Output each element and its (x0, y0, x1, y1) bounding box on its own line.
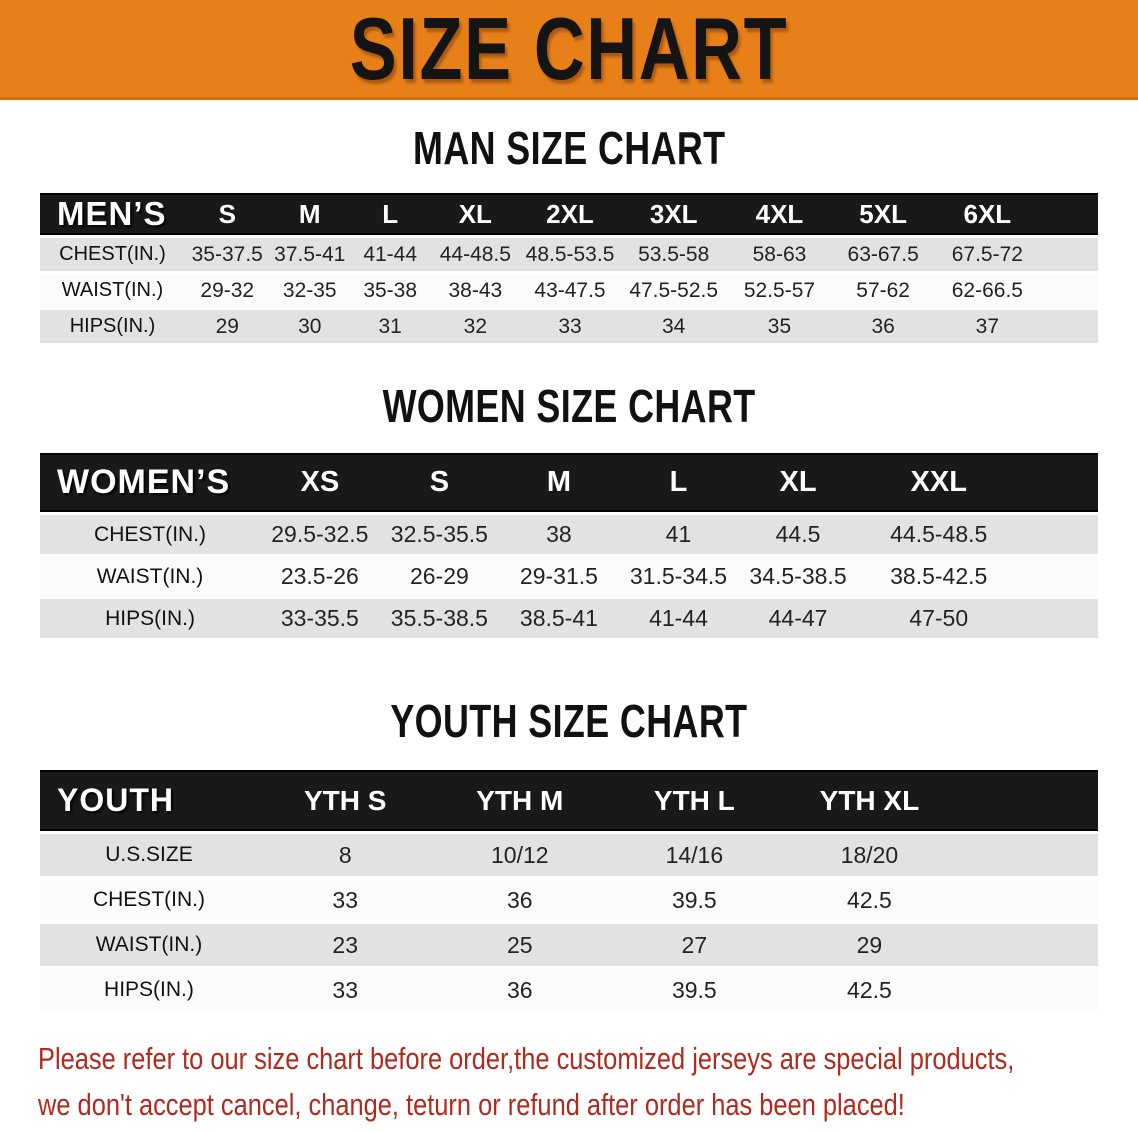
disclaimer-line-2: we don't accept cancel, change, teturn or refund after order has been placed! (38, 1087, 905, 1122)
women-waist-row (40, 557, 1098, 596)
filler-cell (957, 834, 1098, 876)
men-size-6xl: 6XL (935, 193, 1040, 235)
youth-ussize-value: 10/12 (433, 834, 608, 876)
youth-hips-value: 33 (258, 969, 433, 1011)
filler-cell (1040, 238, 1098, 271)
youth-chest-value: 33 (258, 879, 433, 921)
men-hips-value: 37 (935, 310, 1040, 343)
men-hips-value: 29 (185, 310, 270, 343)
women-size-table (40, 450, 1098, 641)
banner-title: SIZE CHART (349, 0, 789, 98)
youth-size-xl: YTH XL (782, 770, 958, 831)
women-hips-value: 41-44 (619, 599, 739, 638)
men-waist-value: 38-43 (430, 274, 520, 307)
men-chest-value: 41-44 (350, 238, 430, 271)
size-chart-banner (0, 0, 1138, 100)
men-waist-value: 52.5-57 (728, 274, 832, 307)
men-section-heading (0, 120, 1138, 176)
men-chest-value: 58-63 (728, 238, 832, 271)
men-chest-value: 67.5-72 (935, 238, 1040, 271)
youth-hips-value: 39.5 (607, 969, 782, 1011)
youth-chest-value: 39.5 (607, 879, 782, 921)
youth-chest-row (40, 879, 1098, 921)
youth-chest-value: 42.5 (782, 879, 958, 921)
youth-header-filler (957, 770, 1098, 831)
women-waist-value: 34.5-38.5 (738, 557, 858, 596)
women-chest-value: 41 (619, 515, 739, 554)
men-size-s: S (185, 193, 270, 235)
women-chest-value: 44.5 (738, 515, 858, 554)
men-chest-value: 37.5-41 (270, 238, 350, 271)
youth-waist-label: WAIST(IN.) (40, 924, 258, 966)
youth-size-l: YTH L (607, 770, 782, 831)
women-chest-value: 32.5-35.5 (380, 515, 500, 554)
youth-header-row (40, 770, 1098, 831)
filler-cell (957, 924, 1098, 966)
youth-hips-label: HIPS(IN.) (40, 969, 258, 1011)
youth-waist-value: 27 (607, 924, 782, 966)
women-size-xl: XL (738, 453, 858, 512)
men-chest-label: CHEST(IN.) (40, 238, 185, 271)
youth-ussize-row (40, 834, 1098, 876)
women-section-heading (0, 378, 1138, 434)
youth-chest-label: CHEST(IN.) (40, 879, 258, 921)
men-size-2xl: 2XL (520, 193, 619, 235)
men-hips-value: 31 (350, 310, 430, 343)
filler-cell (1040, 310, 1098, 343)
women-hips-row (40, 599, 1098, 638)
women-waist-value: 31.5-34.5 (619, 557, 739, 596)
women-chest-row (40, 515, 1098, 554)
men-size-3xl: 3XL (620, 193, 728, 235)
youth-group-label: YOUTH (40, 770, 258, 831)
men-chest-value: 53.5-58 (620, 238, 728, 271)
men-hips-value: 35 (728, 310, 832, 343)
filler-cell (1020, 557, 1098, 596)
men-chest-value: 35-37.5 (185, 238, 270, 271)
women-chest-value: 29.5-32.5 (260, 515, 380, 554)
men-chest-value: 48.5-53.5 (520, 238, 619, 271)
men-size-xl: XL (430, 193, 520, 235)
women-size-m: M (499, 453, 619, 512)
filler-cell (1040, 274, 1098, 307)
men-waist-value: 47.5-52.5 (620, 274, 728, 307)
women-hips-value: 38.5-41 (499, 599, 619, 638)
men-size-4xl: 4XL (728, 193, 832, 235)
youth-waist-value: 23 (258, 924, 433, 966)
men-waist-value: 57-62 (831, 274, 935, 307)
men-heading-text: MAN SIZE CHART (412, 122, 726, 174)
men-waist-value: 32-35 (270, 274, 350, 307)
women-waist-value: 29-31.5 (499, 557, 619, 596)
women-waist-value: 23.5-26 (260, 557, 380, 596)
men-chest-value: 63-67.5 (831, 238, 935, 271)
women-chest-value: 44.5-48.5 (858, 515, 1020, 554)
women-hips-value: 47-50 (858, 599, 1020, 638)
disclaimer-line-1: Please refer to our size chart before order,the customized jerseys are special products, (38, 1041, 1015, 1076)
youth-ussize-value: 14/16 (607, 834, 782, 876)
women-size-xs: XS (260, 453, 380, 512)
women-size-xxl: XXL (858, 453, 1020, 512)
men-hips-value: 32 (430, 310, 520, 343)
men-size-l: L (350, 193, 430, 235)
men-waist-value: 43-47.5 (520, 274, 619, 307)
youth-size-m: YTH M (433, 770, 608, 831)
women-waist-value: 38.5-42.5 (858, 557, 1020, 596)
women-hips-value: 44-47 (738, 599, 858, 638)
youth-section-heading (0, 693, 1138, 749)
men-size-table (40, 190, 1098, 346)
women-hips-value: 33-35.5 (260, 599, 380, 638)
youth-waist-value: 29 (782, 924, 958, 966)
youth-hips-value: 42.5 (782, 969, 958, 1011)
men-hips-label: HIPS(IN.) (40, 310, 185, 343)
men-group-label: MEN’S (40, 193, 185, 235)
filler-cell (1020, 515, 1098, 554)
men-size-m: M (270, 193, 350, 235)
men-waist-value: 35-38 (350, 274, 430, 307)
women-chest-label: CHEST(IN.) (40, 515, 260, 554)
youth-waist-row (40, 924, 1098, 966)
men-hips-row (40, 310, 1098, 343)
men-hips-value: 30 (270, 310, 350, 343)
men-chest-row (40, 238, 1098, 271)
women-waist-value: 26-29 (380, 557, 500, 596)
youth-chest-value: 36 (433, 879, 608, 921)
men-size-5xl: 5XL (831, 193, 935, 235)
youth-ussize-value: 18/20 (782, 834, 958, 876)
youth-hips-value: 36 (433, 969, 608, 1011)
women-header-row (40, 453, 1098, 512)
women-waist-label: WAIST(IN.) (40, 557, 260, 596)
men-header-row (40, 193, 1098, 235)
youth-heading-text: YOUTH SIZE CHART (390, 695, 748, 747)
women-hips-value: 35.5-38.5 (380, 599, 500, 638)
men-hips-value: 33 (520, 310, 619, 343)
men-chest-value: 44-48.5 (430, 238, 520, 271)
men-waist-value: 29-32 (185, 274, 270, 307)
men-waist-row (40, 274, 1098, 307)
women-heading-text: WOMEN SIZE CHART (382, 380, 756, 432)
men-waist-value: 62-66.5 (935, 274, 1040, 307)
disclaimer-note (38, 1036, 1138, 1128)
youth-waist-value: 25 (433, 924, 608, 966)
women-size-s: S (380, 453, 500, 512)
men-hips-value: 34 (620, 310, 728, 343)
women-hips-label: HIPS(IN.) (40, 599, 260, 638)
filler-cell (1020, 599, 1098, 638)
youth-hips-row (40, 969, 1098, 1011)
women-header-filler (1020, 453, 1098, 512)
women-group-label: WOMEN’S (40, 453, 260, 512)
women-chest-value: 38 (499, 515, 619, 554)
men-hips-value: 36 (831, 310, 935, 343)
filler-cell (957, 969, 1098, 1011)
men-header-filler (1040, 193, 1098, 235)
filler-cell (957, 879, 1098, 921)
men-waist-label: WAIST(IN.) (40, 274, 185, 307)
youth-size-table (40, 767, 1098, 1014)
youth-ussize-label: U.S.SIZE (40, 834, 258, 876)
youth-size-s: YTH S (258, 770, 433, 831)
youth-ussize-value: 8 (258, 834, 433, 876)
women-size-l: L (619, 453, 739, 512)
